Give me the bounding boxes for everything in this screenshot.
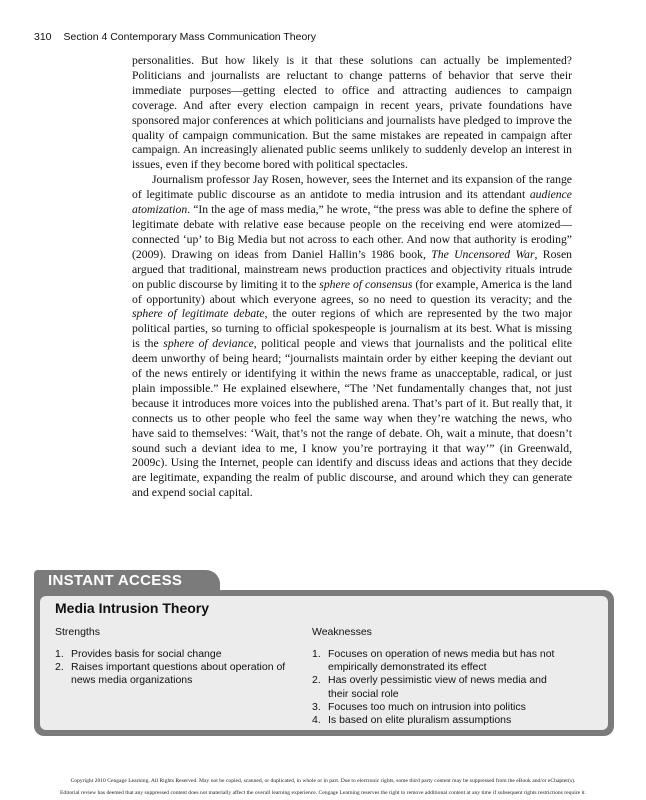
paragraph-2-text-5: , the outer regions of which are represented by the two major political parties, so turning to official spokespeople is journalism at its best. What is missing is the	[132, 307, 572, 351]
term-sphere-of-deviance: sphere of deviance	[163, 337, 254, 351]
paragraph-2-text-4: (for example, America is the land of opportunity) about which everyone agrees, so no need to question its veracity; and the	[132, 277, 572, 306]
item-number: 2.	[312, 674, 321, 687]
page-number: 310	[34, 31, 52, 43]
strengths-column	[55, 626, 310, 688]
list-item	[312, 674, 567, 700]
section-title: Section 4 Contemporary Mass Communication Theory	[63, 31, 317, 43]
item-number: 2.	[55, 661, 64, 674]
item-text: Has overly pessimistic view of news media and their social role	[328, 674, 547, 700]
instant-access-tab	[34, 570, 220, 592]
weaknesses-list	[312, 648, 567, 727]
item-number: 3.	[312, 700, 321, 713]
instant-access-panel	[40, 596, 608, 730]
paragraph-1: personalities. But how likely is it that these solutions can actually be implemented? Politicians and journalists are reluctant to change patterns of behavior that serve their immediate purposes—getting elected to office and attracting audiences to campaign coverage. And after every election campaign in recent years, private foundations have sponsored major conferences at which politicians and journalists have pledged to improve the quality of campaign communication. But the same mistakes are repeated in campaign after campaign. An increasingly alienated public seems unlikely to suddenly develop an interest in issues, even if they become bored with political spectacles.	[132, 54, 572, 172]
list-item	[55, 661, 310, 687]
item-text: Provides basis for social change	[71, 648, 222, 660]
paragraph-2	[132, 173, 572, 501]
paragraph-2-text-1: Journalism professor Jay Rosen, however, sees the Internet and its expansion of the range of legitimate public discourse as an antidote to media intrusion and its attendant	[132, 173, 572, 202]
book-title: The Uncensored War	[431, 247, 535, 261]
item-text: Focuses on operation of news media but has not empirically demonstrated its effect	[328, 648, 555, 674]
weaknesses-column	[312, 626, 567, 727]
copyright-line-1: Copyright 2010 Cengage Learning. All Rights Reserved. May not be copied, scanned, or duplicated, in whole or in part. Due to electronic rights, some third party content may be suppressed from the eBook and/or eChapter(s).	[70, 778, 576, 784]
list-item	[312, 714, 567, 727]
item-number: 1.	[312, 648, 321, 660]
term-sphere-of-consensus: sphere of consensus	[319, 277, 413, 291]
item-number: 4.	[312, 714, 321, 727]
paragraph-2-text-2: . “In the age of mass media,” he wrote, “the press was able to define the sphere of legitimate debate with relative ease because people on the receiving end were atomized—connected ‘up’ to Big Media but not across to each other. And now that authority is eroding” (2009). Drawing on ideas from Daniel Hallin’s 1986 book,	[132, 203, 572, 261]
instant-access-label: INSTANT ACCESS	[48, 572, 183, 589]
item-text: Focuses too much on intrusion into politics	[328, 700, 526, 713]
list-item	[312, 648, 567, 674]
list-item	[312, 701, 567, 714]
item-text: Raises important questions about operation of news media organizations	[71, 661, 286, 687]
theory-title: Media Intrusion Theory	[55, 600, 210, 616]
strengths-heading: Strengths	[55, 626, 100, 638]
term-sphere-of-legitimate-debate: sphere of legitimate debate	[132, 307, 265, 321]
paragraph-2-text-3: , Rosen argued that traditional, mainstream news production practices and objectivity rituals intrude on public discourse by limiting it to the	[132, 247, 572, 291]
paragraph-2-text-6: , political people and views that journalists and the political elite deem unworthy of being heard; “journalists maintain order by either keeping the deviant out of the news entirely or identifying it within the news frame as unacceptable, radical, or just plain impossible.” He explained elsewhere, “The ’Net fundamentally changes that, not just because it introduces more voices into the published arena. That’s part of it. But really that, it connects us to other people who feel the same way when they’re watching the news, who have said to themselves: ‘Wait, that’s not the range of debate. Oh, wait a minute, that doesn’t sound such a deviant idea to me, I know you’re portraying it that way’” (in Greenwald, 2009c). Using the Internet, people can identify and discuss ideas and actions that they decide are legitimate, expanding the realm of public discourse, and around which they can generate and expend social capital.	[132, 337, 572, 500]
list-item	[55, 648, 310, 661]
strengths-list	[55, 648, 310, 688]
item-text: Is based on elite pluralism assumptions	[328, 714, 512, 727]
weaknesses-heading: Weaknesses	[312, 626, 372, 638]
copyright-line-2: Editorial review has deemed that any suppressed content does not materially affect the overall learning experience. Cengage Learning reserves the right to remove additional content at any time if subsequent rights restrictions require it.	[60, 790, 586, 796]
item-number: 1.	[55, 648, 64, 660]
instant-access-box	[34, 590, 614, 736]
body-text	[132, 54, 572, 501]
page-header	[34, 31, 614, 43]
term-audience-atomization: audience atomization	[132, 188, 572, 217]
